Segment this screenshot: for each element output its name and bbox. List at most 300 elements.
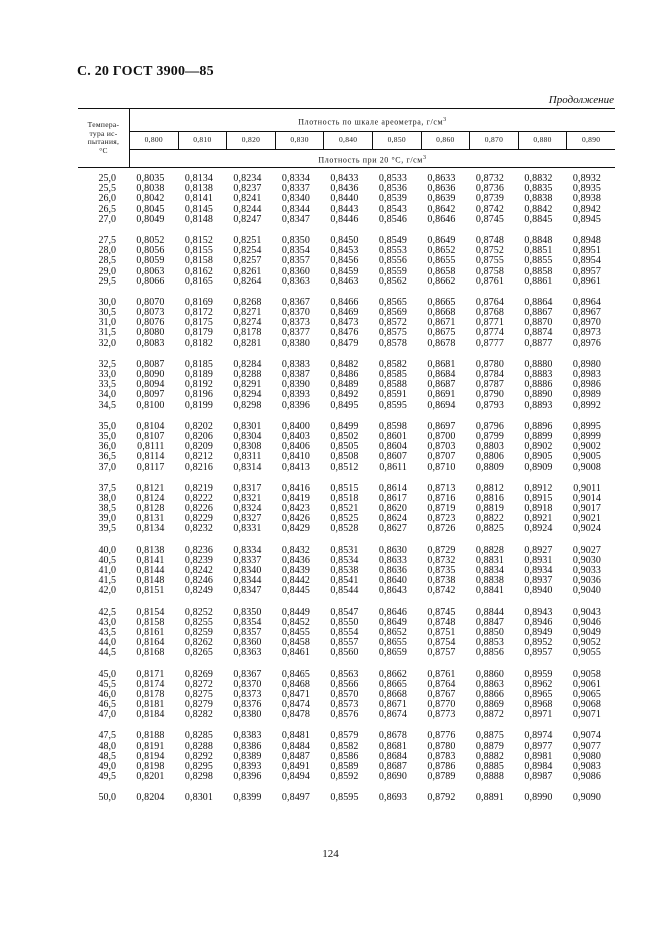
density-cell: 0,8100	[136, 399, 165, 411]
density-cell: 0,8482	[330, 358, 359, 370]
density-cell: 0,8495	[330, 399, 359, 411]
density-cell: 0,8792	[427, 792, 456, 804]
density-cell: 0,8479	[330, 337, 359, 349]
density-cell: 0,8748	[427, 616, 456, 628]
table-row	[78, 524, 615, 534]
density-cell: 0,8367	[233, 668, 262, 680]
density-cell: 0,8393	[233, 761, 262, 772]
density-cell: 0,8257	[233, 255, 262, 267]
temperature-cell: 35,0	[98, 430, 116, 442]
density-cell: 0,8461	[281, 647, 310, 659]
row-group	[78, 484, 615, 535]
density-cell: 0,8934	[524, 565, 553, 576]
density-cell: 0,8866	[475, 688, 504, 700]
density-cell: 0,9052	[572, 637, 601, 649]
density-cell: 0,8562	[378, 275, 407, 287]
temperature-column-header	[78, 109, 130, 167]
row-group	[78, 422, 615, 473]
density-cell: 0,8681	[427, 358, 456, 370]
density-cell: 0,8275	[184, 688, 213, 700]
density-cell: 0,9017	[572, 503, 601, 515]
temperature-cell: 32,0	[98, 337, 116, 349]
density-cell: 0,8825	[475, 523, 504, 535]
temperature-cell: 29,0	[98, 265, 116, 277]
temperature-cell: 28,5	[98, 255, 116, 267]
density-cell: 0,8883	[524, 369, 553, 380]
density-cell: 0,8912	[524, 482, 553, 494]
temperature-cell: 41,0	[98, 565, 116, 576]
temperature-cell: 43,5	[98, 626, 116, 638]
density-cell: 0,8171	[136, 668, 165, 680]
density-cell: 0,8216	[184, 461, 213, 473]
density-cell: 0,8869	[475, 699, 504, 711]
density-cell: 0,8476	[330, 327, 359, 339]
density-cell: 0,8732	[475, 173, 504, 184]
density-cell: 0,9086	[572, 771, 601, 783]
density-cell: 0,8951	[572, 245, 601, 257]
temperature-cell: 39,0	[98, 513, 116, 525]
density-cell: 0,8879	[475, 740, 504, 752]
density-cell: 0,8237	[233, 183, 262, 195]
density-cell: 0,8331	[233, 523, 262, 535]
density-cell: 0,8684	[378, 750, 407, 762]
density-cell: 0,8909	[524, 461, 553, 473]
density-cell: 0,8239	[184, 554, 213, 566]
density-cell: 0,8337	[233, 554, 262, 566]
density-cell: 0,8614	[378, 482, 407, 494]
density-cell: 0,8436	[281, 554, 310, 566]
temperature-cell: 30,5	[98, 307, 116, 319]
density-cell: 0,8668	[378, 688, 407, 700]
density-cell: 0,8497	[281, 792, 310, 804]
density-cell: 0,8264	[233, 275, 262, 287]
density-cell: 0,9005	[572, 451, 601, 463]
row-group	[78, 670, 615, 721]
density-cell: 0,8774	[475, 327, 504, 339]
scale-column-header: 0,810	[179, 131, 228, 149]
density-cell: 0,8486	[330, 369, 359, 380]
density-cell: 0,8863	[475, 678, 504, 690]
density-cell: 0,8882	[475, 750, 504, 762]
density-cell: 0,8977	[524, 740, 553, 752]
table-header	[78, 108, 615, 168]
density-cell: 0,8162	[184, 265, 213, 277]
density-cell: 0,8198	[136, 761, 165, 772]
density-cell: 0,8145	[184, 203, 213, 215]
density-cell: 0,8952	[524, 637, 553, 649]
density-cell: 0,8455	[281, 626, 310, 638]
density-cell: 0,8780	[427, 740, 456, 752]
density-cell: 0,8097	[136, 389, 165, 401]
temperature-cell: 48,5	[98, 750, 116, 762]
density-cell: 0,8719	[427, 503, 456, 515]
density-cell: 0,8209	[184, 441, 213, 453]
density-cell: 0,8668	[427, 307, 456, 319]
density-cell: 0,8968	[524, 699, 553, 711]
density-cell: 0,9068	[572, 699, 601, 711]
density-cell: 0,8796	[475, 420, 504, 432]
density-cell: 0,8649	[378, 616, 407, 628]
density-cell: 0,8544	[330, 585, 359, 597]
density-cell: 0,8155	[184, 245, 213, 257]
density-cell: 0,9049	[572, 626, 601, 638]
density-cell: 0,8229	[184, 513, 213, 525]
density-cell: 0,8990	[524, 792, 553, 804]
density-cell: 0,8671	[378, 699, 407, 711]
scale-column-header: 0,890	[581, 135, 601, 144]
temperature-cell: 50,0	[98, 792, 116, 804]
density-cell: 0,8643	[378, 585, 407, 597]
density-cell: 0,8880	[524, 358, 553, 370]
density-cell: 0,8360	[233, 637, 262, 649]
density-cell: 0,8178	[233, 327, 262, 339]
table-row	[78, 452, 615, 462]
density-cell: 0,8832	[524, 173, 553, 184]
temperature-cell: 27,0	[98, 213, 116, 225]
density-cell: 0,8874	[524, 327, 553, 339]
density-cell: 0,8347	[233, 585, 262, 597]
density-cell: 0,8642	[427, 203, 456, 215]
density-cell: 0,8324	[233, 503, 262, 515]
temperature-cell: 42,0	[98, 585, 116, 597]
density-cell: 0,8742	[475, 203, 504, 215]
table-row	[78, 339, 615, 349]
density-cell: 0,8770	[427, 699, 456, 711]
density-cell: 0,8748	[475, 234, 504, 246]
density-cell: 0,8226	[184, 503, 213, 515]
temperature-cell: 25,0	[98, 173, 116, 184]
density-cell: 0,8377	[281, 327, 310, 339]
density-cell: 0,8646	[427, 213, 456, 225]
density-cell: 0,8575	[378, 327, 407, 339]
density-cell: 0,8967	[572, 307, 601, 319]
density-cell: 0,8512	[330, 461, 359, 473]
density-cell: 0,8942	[572, 203, 601, 215]
density-cell: 0,8236	[184, 544, 213, 556]
temperature-cell: 33,0	[98, 369, 116, 380]
density-cell: 0,8114	[136, 451, 165, 463]
density-table	[78, 108, 615, 815]
density-cell: 0,8943	[524, 606, 553, 618]
density-cell: 0,8107	[136, 430, 165, 442]
density-cell: 0,9024	[572, 523, 601, 535]
density-cell: 0,8301	[184, 792, 213, 804]
density-cell: 0,8168	[136, 647, 165, 659]
temperature-cell: 38,5	[98, 503, 116, 515]
density-cell: 0,8413	[281, 461, 310, 473]
density-cell: 0,8423	[281, 503, 310, 515]
density-cell: 0,8905	[524, 451, 553, 463]
density-cell: 0,8184	[136, 709, 165, 721]
temp-header-line: тура ис-	[89, 128, 118, 138]
temperature-cell: 33,5	[98, 379, 116, 391]
density-cell: 0,8893	[524, 399, 553, 411]
temperature-cell: 28,0	[98, 245, 116, 257]
density-cell: 0,9074	[572, 730, 601, 742]
density-cell: 0,8272	[184, 678, 213, 690]
density-cell: 0,8380	[233, 709, 262, 721]
temperature-cell: 30,0	[98, 296, 116, 308]
density-cell: 0,8363	[233, 647, 262, 659]
density-cell: 0,8856	[475, 647, 504, 659]
density-cell: 0,8964	[572, 296, 601, 308]
density-cell: 0,8636	[378, 565, 407, 576]
density-cell: 0,8563	[330, 668, 359, 680]
density-cell: 0,8790	[475, 389, 504, 401]
density-cell: 0,8169	[184, 296, 213, 308]
density-cell: 0,9071	[572, 709, 601, 721]
density-20c-header	[130, 149, 615, 167]
density-cell: 0,8572	[378, 317, 407, 329]
temperature-cell: 47,5	[98, 730, 116, 742]
density-cell: 0,8134	[136, 523, 165, 535]
density-cell: 0,8144	[136, 565, 165, 576]
table-row	[78, 772, 615, 782]
density-cell: 0,8396	[233, 771, 262, 783]
density-cell: 0,8927	[524, 544, 553, 556]
density-cell: 0,8035	[136, 173, 165, 184]
temperature-cell: 25,5	[98, 183, 116, 195]
density-cell: 0,8059	[136, 255, 165, 267]
density-cell: 0,8556	[378, 255, 407, 267]
density-cell: 0,8627	[378, 523, 407, 535]
density-cell: 0,8131	[136, 513, 165, 525]
density-cell: 0,8204	[136, 792, 165, 804]
density-cell: 0,8915	[524, 492, 553, 504]
row-group	[78, 546, 615, 597]
density-cell: 0,8973	[572, 327, 601, 339]
scale-header-sup: 3	[443, 117, 447, 123]
density-cell: 0,8896	[524, 420, 553, 432]
density-cell: 0,8793	[475, 399, 504, 411]
density-cell: 0,8864	[524, 296, 553, 308]
density-cell: 0,8449	[281, 606, 310, 618]
density-cell: 0,8855	[524, 255, 553, 267]
density-cell: 0,8124	[136, 492, 165, 504]
density-cell: 0,8844	[475, 606, 504, 618]
density-cell: 0,8201	[136, 771, 165, 783]
density-cell: 0,8946	[524, 616, 553, 628]
density-cell: 0,8945	[572, 213, 601, 225]
density-cell: 0,8976	[572, 337, 601, 349]
density-cell: 0,8834	[475, 565, 504, 576]
density-cell: 0,8691	[427, 389, 456, 401]
density-cell: 0,8697	[427, 420, 456, 432]
density-cell: 0,8094	[136, 379, 165, 391]
density-cell: 0,8528	[330, 523, 359, 535]
density-cell: 0,9008	[572, 461, 601, 473]
density-cell: 0,8403	[281, 430, 310, 442]
density-cell: 0,8128	[136, 503, 165, 515]
density-cell: 0,8442	[281, 575, 310, 587]
density-cell: 0,8158	[136, 616, 165, 628]
density-cell: 0,8549	[378, 234, 407, 246]
density-cell: 0,8363	[281, 275, 310, 287]
density-cell: 0,8494	[281, 771, 310, 783]
density-cell: 0,8042	[136, 193, 165, 205]
density-cell: 0,8182	[184, 337, 213, 349]
density-cell: 0,8049	[136, 213, 165, 225]
density-cell: 0,8172	[184, 307, 213, 319]
density-cell: 0,8469	[330, 307, 359, 319]
temperature-cell: 29,5	[98, 275, 116, 287]
density-cell: 0,8373	[233, 688, 262, 700]
temperature-cell: 35,0	[98, 420, 116, 432]
scale-header-text: Плотность по шкале ареометра, г/см	[298, 117, 444, 127]
density-cell: 0,8321	[233, 492, 262, 504]
density-cell: 0,8340	[281, 193, 310, 205]
density-cell: 0,8389	[233, 750, 262, 762]
density-cell: 0,8255	[184, 616, 213, 628]
density-cell: 0,8373	[281, 317, 310, 329]
density-cell: 0,8261	[233, 265, 262, 277]
density-cell: 0,8141	[136, 554, 165, 566]
density-cell: 0,8931	[524, 554, 553, 566]
density-cell: 0,8298	[184, 771, 213, 783]
density-cell: 0,8416	[281, 482, 310, 494]
density-cell: 0,9065	[572, 688, 601, 700]
density-cell: 0,8429	[281, 523, 310, 535]
density-cell: 0,8557	[330, 637, 359, 649]
temperature-cell: 41,5	[98, 575, 116, 587]
density-cell: 0,8662	[378, 668, 407, 680]
density-cell: 0,8282	[184, 709, 213, 721]
density-cell: 0,8565	[378, 296, 407, 308]
density-cell: 0,8640	[378, 575, 407, 587]
density-cell: 0,8776	[427, 730, 456, 742]
density-cell: 0,8831	[475, 554, 504, 566]
temperature-cell: 47,0	[98, 709, 116, 721]
density-cell: 0,8658	[427, 265, 456, 277]
density-cell: 0,8419	[281, 492, 310, 504]
density-cell: 0,8630	[378, 544, 407, 556]
density-cell: 0,8924	[524, 523, 553, 535]
density-cell: 0,8783	[427, 750, 456, 762]
density-cell: 0,8659	[378, 647, 407, 659]
temperature-cell: 37,5	[98, 482, 116, 494]
density-cell: 0,8151	[136, 585, 165, 597]
scale-column-header: 0,840	[324, 131, 373, 149]
density-cell: 0,8620	[378, 503, 407, 515]
density-cell: 0,8570	[330, 688, 359, 700]
density-cell: 0,9061	[572, 678, 601, 690]
sub-header-sup: 3	[422, 155, 427, 161]
density-cell: 0,8370	[281, 307, 310, 319]
density-cell: 0,8986	[572, 379, 601, 391]
density-cell: 0,8757	[427, 647, 456, 659]
density-cell: 0,8861	[524, 275, 553, 287]
density-cell: 0,8450	[330, 234, 359, 246]
density-cell: 0,8533	[378, 173, 407, 184]
density-cell: 0,8459	[330, 265, 359, 277]
density-cell: 0,8550	[330, 616, 359, 628]
density-cell: 0,8848	[524, 234, 553, 246]
density-cell: 0,8841	[475, 585, 504, 597]
scale-column-header: 0,850	[373, 131, 422, 149]
density-cell: 0,8713	[427, 482, 456, 494]
density-cell: 0,8076	[136, 317, 165, 329]
row-group	[78, 360, 615, 411]
density-cell: 0,8433	[330, 173, 359, 184]
density-cell: 0,8196	[184, 389, 213, 401]
density-cell: 0,8938	[572, 193, 601, 205]
density-cell: 0,8232	[184, 523, 213, 535]
density-cell: 0,8786	[427, 761, 456, 772]
density-cell: 0,8134	[184, 173, 213, 184]
density-cell: 0,8175	[184, 317, 213, 329]
density-cell: 0,8478	[281, 709, 310, 721]
density-cell: 0,8383	[281, 358, 310, 370]
density-cell: 0,8271	[233, 307, 262, 319]
density-cell: 0,8764	[475, 296, 504, 308]
density-cell: 0,8387	[281, 369, 310, 380]
density-cell: 0,8591	[378, 389, 407, 401]
temperature-cell: 46,5	[98, 699, 116, 711]
density-cell: 0,8298	[233, 399, 262, 411]
density-cell: 0,8665	[378, 678, 407, 690]
density-cell: 0,8063	[136, 265, 165, 277]
density-cell: 0,8595	[330, 792, 359, 804]
density-cell: 0,8179	[184, 327, 213, 339]
density-cell: 0,8752	[475, 245, 504, 257]
density-cell: 0,9080	[572, 750, 601, 762]
density-cell: 0,8426	[281, 513, 310, 525]
density-cell: 0,9058	[572, 668, 601, 680]
density-cell: 0,8254	[233, 245, 262, 257]
density-cell: 0,8957	[524, 647, 553, 659]
density-cell: 0,8784	[475, 369, 504, 380]
density-cell: 0,8367	[281, 296, 310, 308]
density-cell: 0,8508	[330, 451, 359, 463]
temperature-cell: 49,5	[98, 771, 116, 783]
density-cell: 0,8858	[524, 265, 553, 277]
density-cell: 0,8465	[281, 668, 310, 680]
density-cell: 0,8301	[233, 420, 262, 432]
density-cell: 0,9030	[572, 554, 601, 566]
density-cell: 0,8251	[233, 234, 262, 246]
row-group	[78, 793, 615, 803]
density-cell: 0,8406	[281, 441, 310, 453]
density-cell: 0,8850	[475, 626, 504, 638]
density-cell: 0,8396	[281, 399, 310, 411]
density-cell: 0,8234	[233, 173, 262, 184]
density-cell: 0,9014	[572, 492, 601, 504]
density-cell: 0,8569	[378, 307, 407, 319]
density-cell: 0,8767	[427, 688, 456, 700]
density-cell: 0,8383	[233, 730, 262, 742]
density-cell: 0,8867	[524, 307, 553, 319]
density-cell: 0,8219	[184, 482, 213, 494]
density-cell: 0,8543	[378, 203, 407, 215]
density-cell: 0,8992	[572, 399, 601, 411]
density-cell: 0,8554	[330, 626, 359, 638]
density-cell: 0,8980	[572, 358, 601, 370]
density-cell: 0,8899	[524, 430, 553, 442]
density-cell: 0,8547	[330, 606, 359, 618]
density-cell: 0,8247	[233, 213, 262, 225]
density-cell: 0,8655	[427, 255, 456, 267]
density-cell: 0,8984	[524, 761, 553, 772]
density-cell: 0,8344	[281, 203, 310, 215]
density-cell: 0,9043	[572, 606, 601, 618]
density-cell: 0,8787	[475, 379, 504, 391]
density-cell: 0,8974	[524, 730, 553, 742]
density-cell: 0,8178	[136, 688, 165, 700]
density-cell: 0,8073	[136, 307, 165, 319]
density-cell: 0,8845	[524, 213, 553, 225]
density-cell: 0,8995	[572, 420, 601, 432]
density-cell: 0,8152	[184, 234, 213, 246]
